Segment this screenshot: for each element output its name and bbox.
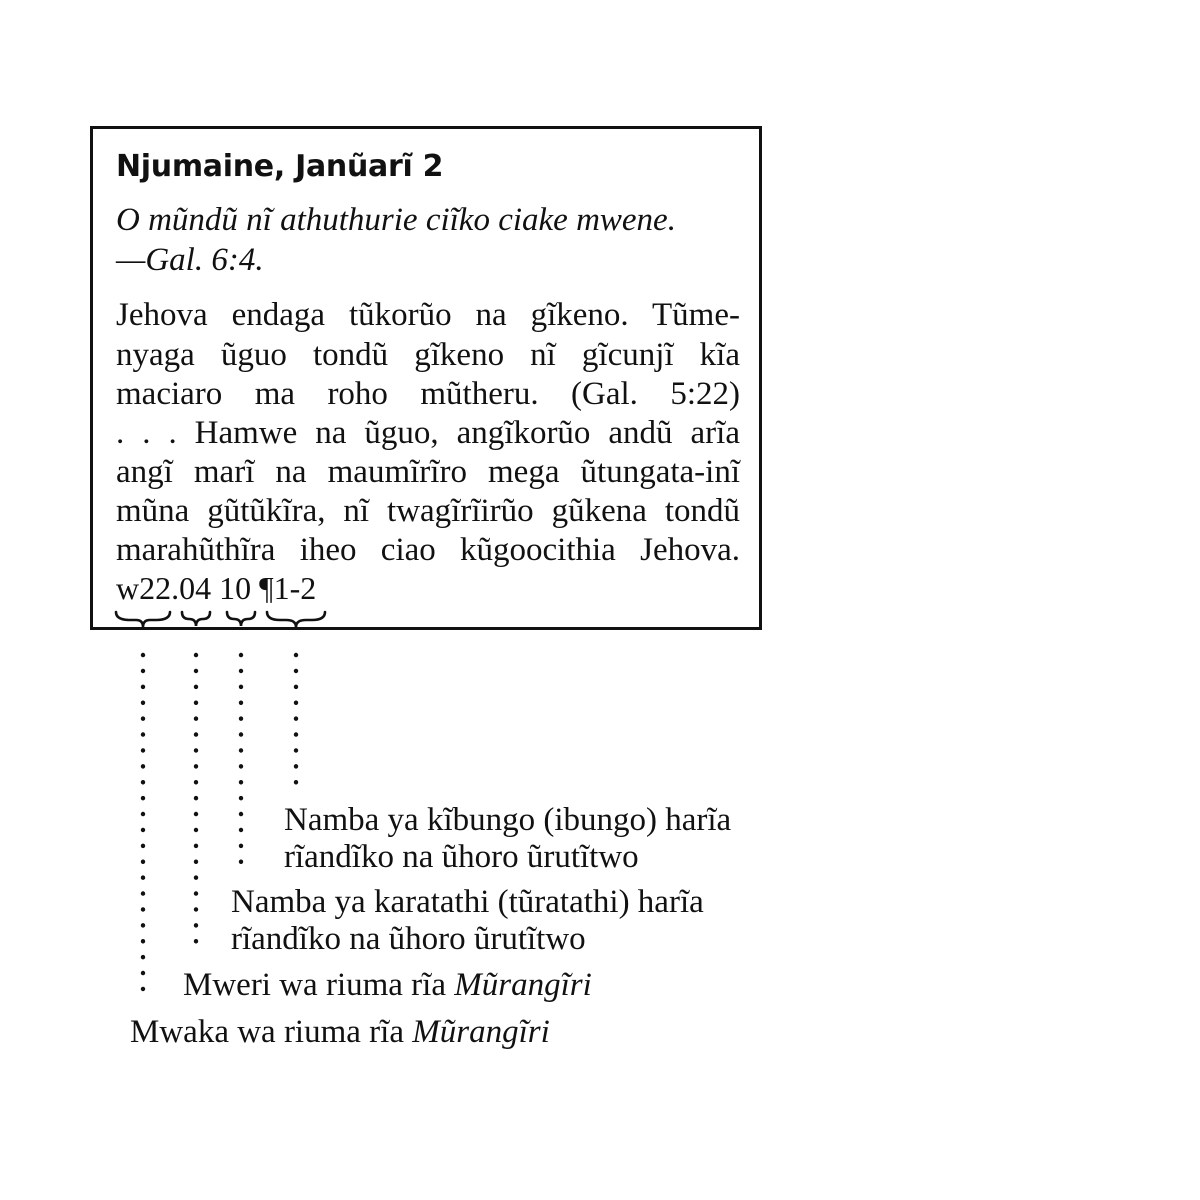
commentary-line: angĩ marĩ na maumĩrĩro mega ũtungata-inĩ — [116, 454, 740, 490]
month-label — [183, 966, 592, 1004]
paragraph-label-line-2: rĩandĩko na ũhoro ũrutĩtwo — [284, 839, 639, 875]
daily-text-date: Njumaine, Janũarĩ 2 — [116, 149, 444, 184]
year-label — [130, 1013, 550, 1051]
reference-publication: w22 — [116, 570, 172, 606]
commentary-line: marahũthĩra iheo ciao kũgoocithia Jehova. — [116, 532, 740, 568]
commentary-line: mũna gũtũkĩra, nĩ twagĩrĩirũo gũkena tondũ — [116, 493, 740, 529]
reference-page: 10 — [219, 570, 252, 606]
page-label-line-2: rĩandĩko na ũhoro ũrutĩtwo — [231, 921, 586, 957]
month-label-publication: Mũrangĩri — [454, 967, 592, 1003]
page-label-line-1: Namba ya karatathi (tũratathi) harĩa — [231, 884, 704, 920]
year-label-publication: Mũrangĩri — [412, 1014, 550, 1050]
theme-scripture-line-2: —Gal. 6:4. — [116, 242, 264, 278]
commentary-line: maciaro ma roho mũtheru. (Gal. 5:22) — [116, 376, 740, 412]
underbrace-paragraph — [267, 612, 325, 627]
underbrace-publication — [116, 612, 170, 627]
year-label-text: Mwaka wa riuma rĩa — [130, 1014, 413, 1050]
underbrace-month — [182, 612, 210, 626]
commentary-line: nyaga ũguo tondũ gĩkeno nĩ gĩcunjĩ kĩa — [116, 337, 740, 373]
theme-scripture-line-1: O mũndũ nĩ athuthurie ciĩko ciake mwene. — [116, 202, 676, 238]
paragraph-label-line-1: Namba ya kĩbungo (ibungo) harĩa — [284, 802, 732, 838]
reference-month: .04 — [171, 570, 212, 606]
month-label-text: Mweri wa riuma rĩa — [183, 967, 455, 1003]
underbrace-page — [227, 612, 255, 626]
commentary-line: Jehova endaga tũkorũo na gĩkeno. Tũme- — [116, 297, 740, 333]
commentary-line: . . . Hamwe na ũguo, angĩkorũo andũ arĩa — [116, 415, 740, 451]
reference-paragraph: ¶1-2 — [259, 570, 317, 606]
